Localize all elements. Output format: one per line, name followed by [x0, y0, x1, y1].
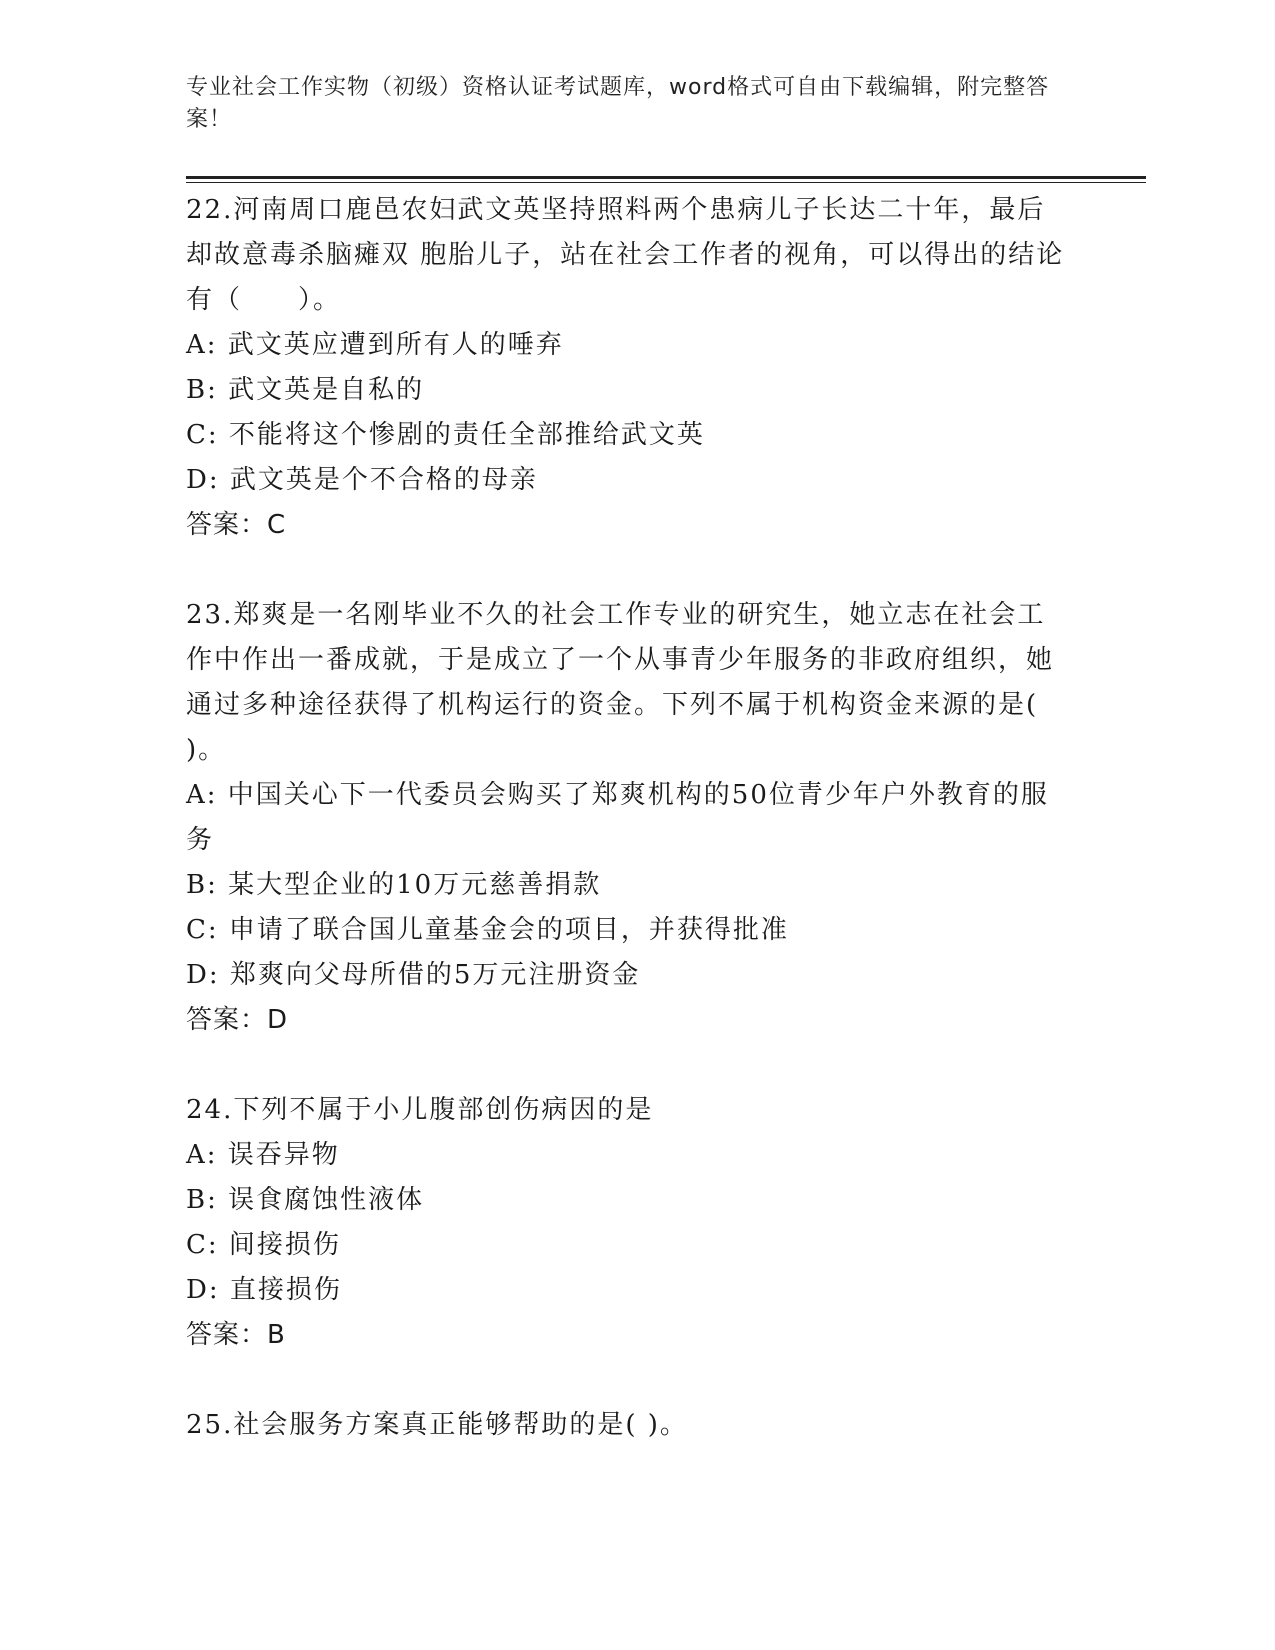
- header-divider-thin: [186, 182, 1146, 183]
- option-b: B: 武文英是自私的: [186, 375, 425, 405]
- option-d: D: 直接损伤: [186, 1275, 342, 1305]
- question-stem: 23.郑爽是一名刚毕业不久的社会工作专业的研究生，她立志在社会工作中作出一番成就，于是成立了一个从事青少年服务的非政府组织，她通过多种途径获得了机构运行的资金。下列不属于机构资金来源的是( )。: [186, 600, 1055, 765]
- question-stem: 24.下列不属于小儿腹部创伤病因的是: [186, 1095, 654, 1125]
- page-header: 专业社会工作实物（初级）资格认证考试题库，word格式可自由下载编辑，附完整答案！: [186, 75, 1050, 132]
- option-a: A: 中国关心下一代委员会购买了郑爽机构的50位青少年户外教育的服务: [186, 780, 1049, 855]
- option-b: B: 误食腐蚀性液体: [186, 1185, 425, 1215]
- question-23: [186, 593, 1066, 1043]
- question-list: [186, 188, 1066, 1448]
- answer-line: 答案：D: [186, 1005, 289, 1035]
- option-d: D: 武文英是个不合格的母亲: [186, 465, 538, 495]
- option-c: C: 不能将这个惨剧的责任全部推给武文英: [186, 420, 705, 450]
- option-a: A: 武文英应遭到所有人的唾弃: [186, 330, 564, 360]
- option-b: B: 某大型企业的10万元慈善捐款: [186, 870, 602, 900]
- option-d: D: 郑爽向父母所借的5万元注册资金: [186, 960, 641, 990]
- answer-line: 答案：B: [186, 1320, 286, 1350]
- option-c: C: 申请了联合国儿童基金会的项目，并获得批准: [186, 915, 789, 945]
- question-25: [186, 1403, 1066, 1448]
- option-c: C: 间接损伤: [186, 1230, 341, 1260]
- answer-line: 答案：C: [186, 510, 287, 540]
- question-stem: 22.河南周口鹿邑农妇武文英坚持照料两个患病儿子长达二十年，最后却故意毒杀脑瘫双 胞胎儿子，站在社会工作者的视角，可以得出的结论有（ ）。: [186, 195, 1065, 315]
- question-stem: 25.社会服务方案真正能够帮助的是( )。: [186, 1410, 688, 1440]
- question-24: [186, 1088, 1066, 1358]
- question-22: [186, 188, 1066, 548]
- option-a: A: 误吞异物: [186, 1140, 340, 1170]
- header-divider-thick: [186, 176, 1146, 179]
